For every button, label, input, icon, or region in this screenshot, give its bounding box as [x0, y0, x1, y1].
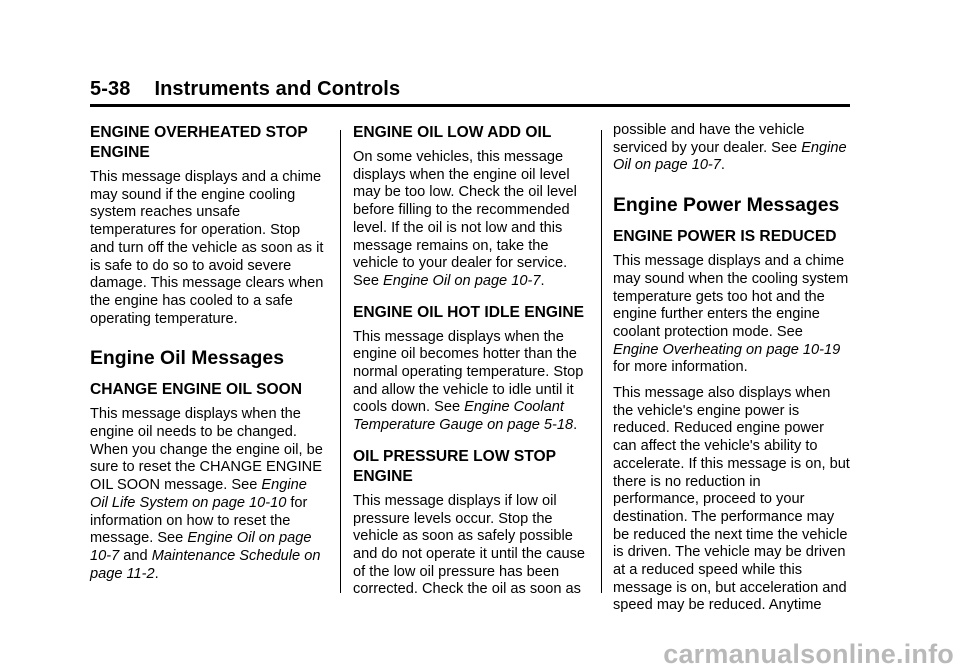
column-3 [613, 122, 850, 623]
paragraph-engine-power-reduced: This message displays and a chime may sound when the cooling system temperature gets too hot and the engine further enters the engine coolant protection mode. See Engine Overheating on page 10-19 for more information. [613, 253, 849, 376]
heading-engine-oil-hot: ENGINE OIL HOT IDLE ENGINE [353, 303, 585, 321]
link-engine-oil[interactable]: Engine Oil on page 10-7 [613, 139, 847, 174]
link-maintenance-schedule[interactable]: Maintenance Schedule on page 11-2 [90, 547, 321, 582]
heading-change-engine-oil: CHANGE ENGINE OIL SOON [90, 381, 302, 399]
link-engine-overheating[interactable]: Engine Overheating on page 10-19 [613, 341, 841, 358]
link-engine-oil[interactable]: Engine Oil on page 10-7 [90, 530, 312, 564]
section-engine-oil-messages: Engine Oil Messages [90, 347, 284, 370]
watermark: carmanualsonline.info [663, 639, 954, 669]
heading-engine-oil-low: ENGINE OIL LOW ADD OIL [353, 124, 552, 141]
page-number: 5-38 [90, 78, 131, 100]
column-divider-2 [601, 130, 602, 593]
column-1 [90, 123, 327, 591]
paragraph-engine-oil-low: On some vehicles, this message displays when the engine oil level may be too low. Check the oil level before filling to the recommended level. If the oil is not low and this message remains on, take the vehicle to your dealer for service. See Engine Oil on page 10-7. [353, 149, 577, 289]
paragraph-oil-continued: possible and have the vehicle serviced by your dealer. See Engine Oil on page 10-7. [613, 122, 847, 174]
section-engine-power-messages: Engine Power Messages [613, 194, 840, 217]
link-engine-oil[interactable]: Engine Oil on page 10-7 [383, 272, 541, 289]
heading-oil-pressure-low: OIL PRESSURE LOW STOP ENGINE [353, 447, 556, 485]
column-2 [353, 123, 590, 607]
heading-engine-power-reduced: ENGINE POWER IS REDUCED [613, 228, 837, 246]
paragraph-engine-oil-hot: This message displays when the engine oil becomes hotter than the normal operating temperature. Stop and allow the vehicle to idle until it cools down. See Engine Coolant Temperature Gauge on page 5-18. [353, 328, 584, 434]
paragraph-oil-pressure-low: This message displays if low oil pressure levels occur. Stop the vehicle as soon as safely possible and do not operate it until the cause of the low oil pressure has been corrected. Check the oil as soon as [353, 492, 586, 598]
page-header [90, 78, 400, 101]
section-title: Instruments and Controls [154, 78, 401, 100]
paragraph-engine-power-reduced-2: This message also displays when the vehicle's engine power is reduced. Reduced engine power can affect the vehicle's ability to accelerate. If this message is on, but there is no reduction in performance, proceed to your destination. The performance may be reduced the next time the vehicle is driven. The vehicle may be driven at a reduced speed while this message is on, but acceleration and speed may be reduced. Anytime [613, 385, 850, 614]
paragraph-change-engine-oil: This message displays when the engine oil needs to be changed. When you change the engine oil, be sure to reset the CHANGE ENGINE OIL SOON message. See Engine Oil Life System on page 10-10 for information on how to reset the message. See Engine Oil on page 10-7 and Maintenance Schedule on page 11-2. [90, 406, 323, 582]
column-divider-1 [340, 130, 341, 593]
link-coolant-temperature-gauge[interactable]: Engine Coolant Temperature Gauge on page 5-18 [353, 399, 574, 434]
link-engine-oil-life[interactable]: Engine Oil Life System on page 10-10 [90, 477, 307, 511]
paragraph-engine-overheated: This message displays and a chime may sound if the engine cooling system reaches unsafe temperatures for operation. Stop and turn off the vehicle as soon as it is safe to do so to avoid severe damage. This message clears when the engine has cooled to a safe operating temperature. [90, 169, 324, 327]
heading-engine-overheated: ENGINE OVERHEATED STOP ENGINE [90, 124, 308, 161]
header-rule [90, 104, 850, 107]
